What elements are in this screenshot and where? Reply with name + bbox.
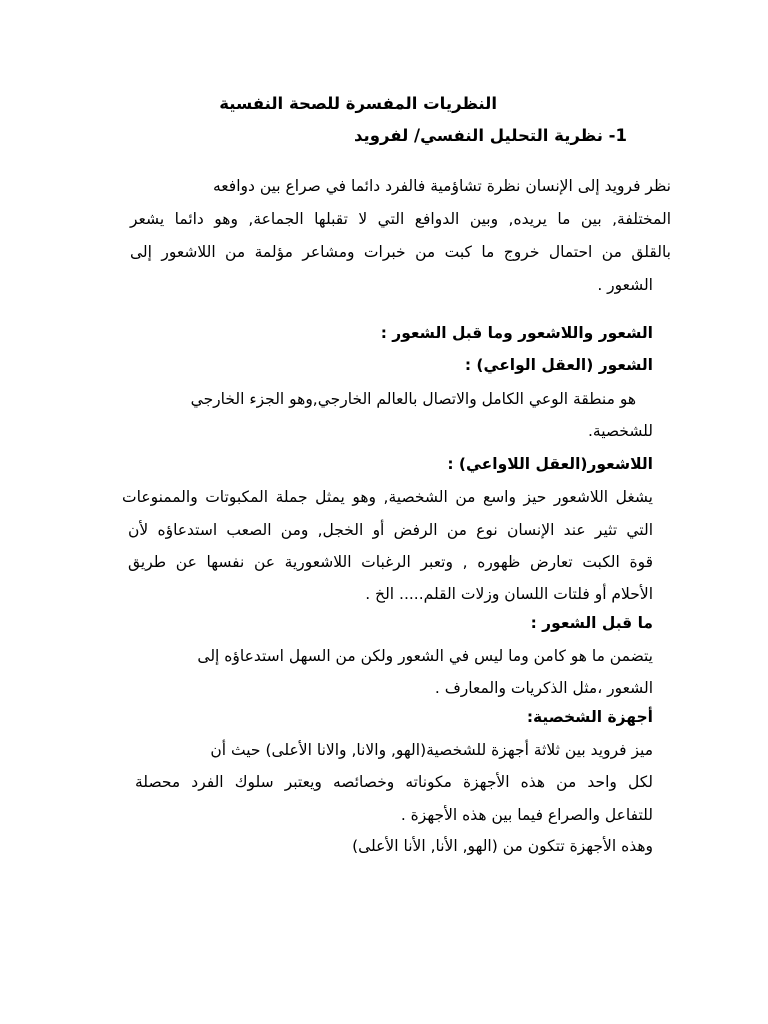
preconscious-line-2: الشعور ،مثل الذكريات والمعارف . xyxy=(434,679,653,697)
conscious-line-1: هو منطقة الوعي الكامل والاتصال بالعالم الخارجي,وهو الجزء الخارجي xyxy=(190,390,636,408)
personality-line-3: للتفاعل والصراع فيما بين هذه الأجهزة . xyxy=(400,806,653,824)
conscious-line-2: للشخصية. xyxy=(587,422,653,440)
unconscious-line-3: قوة الكبت تعارض ظهوره , وتعبر الرغبات اللاشعورية عن نفسها عن طريق xyxy=(128,553,653,571)
intro-line-1: نظر فرويد إلى الإنسان نظرة تشاؤمية فالفرد دائما في صراع بين دوافعه xyxy=(213,177,671,195)
preconscious-line-1: يتضمن ما هو كامن وما ليس في الشعور ولكن من السهل استدعاؤه إلى xyxy=(197,647,653,665)
unconscious-heading: اللاشعور(العقل اللاواعي) : xyxy=(447,455,653,473)
conscious-heading: الشعور (العقل الواعي) : xyxy=(464,356,653,374)
preconscious-heading: ما قبل الشعور : xyxy=(530,614,653,632)
document-title: النظريات المفسرة للصحة النفسية xyxy=(219,94,497,113)
unconscious-line-4: الأحلام أو فلتات اللسان وزلات القلم..... الخ . xyxy=(365,585,653,603)
personality-line-2: لكل واحد من هذه الأجهزة مكوناته وخصائصه ويعتبر سلوك الفرد محصلة xyxy=(135,773,653,791)
personality-heading: أجهزة الشخصية: xyxy=(526,708,653,726)
levels-heading: الشعور واللاشعور وما قبل الشعور : xyxy=(380,324,653,342)
personality-line-4: وهذه الأجهزة تتكون من (الهو, الأنا, الأنا الأعلى) xyxy=(352,837,653,855)
intro-line-3: بالقلق من احتمال خروج ما كبت من خبرات ومشاعر مؤلمة من اللاشعور إلى xyxy=(130,243,671,261)
section-heading-freud: 1- نظرية التحليل النفسي/ لفرويد xyxy=(353,126,627,145)
intro-line-2: المختلفة, بين ما يريده, وبين الدوافع التي لا تقبلها الجماعة, وهو دائما يشعر xyxy=(130,210,671,228)
unconscious-line-2: التي تثير عند الإنسان نوع من الرفض أو الخجل, ومن الصعب استدعاؤه لأن xyxy=(128,521,653,539)
unconscious-line-1: يشغل اللاشعور حيز واسع من الشخصية, وهو يمثل جملة المكبوتات والممنوعات xyxy=(122,488,653,506)
personality-line-1: ميز فرويد بين ثلاثة أجهزة للشخصية(الهو, والانا, والانا الأعلى) حيث أن xyxy=(210,741,653,759)
intro-line-4: الشعور . xyxy=(597,276,653,294)
